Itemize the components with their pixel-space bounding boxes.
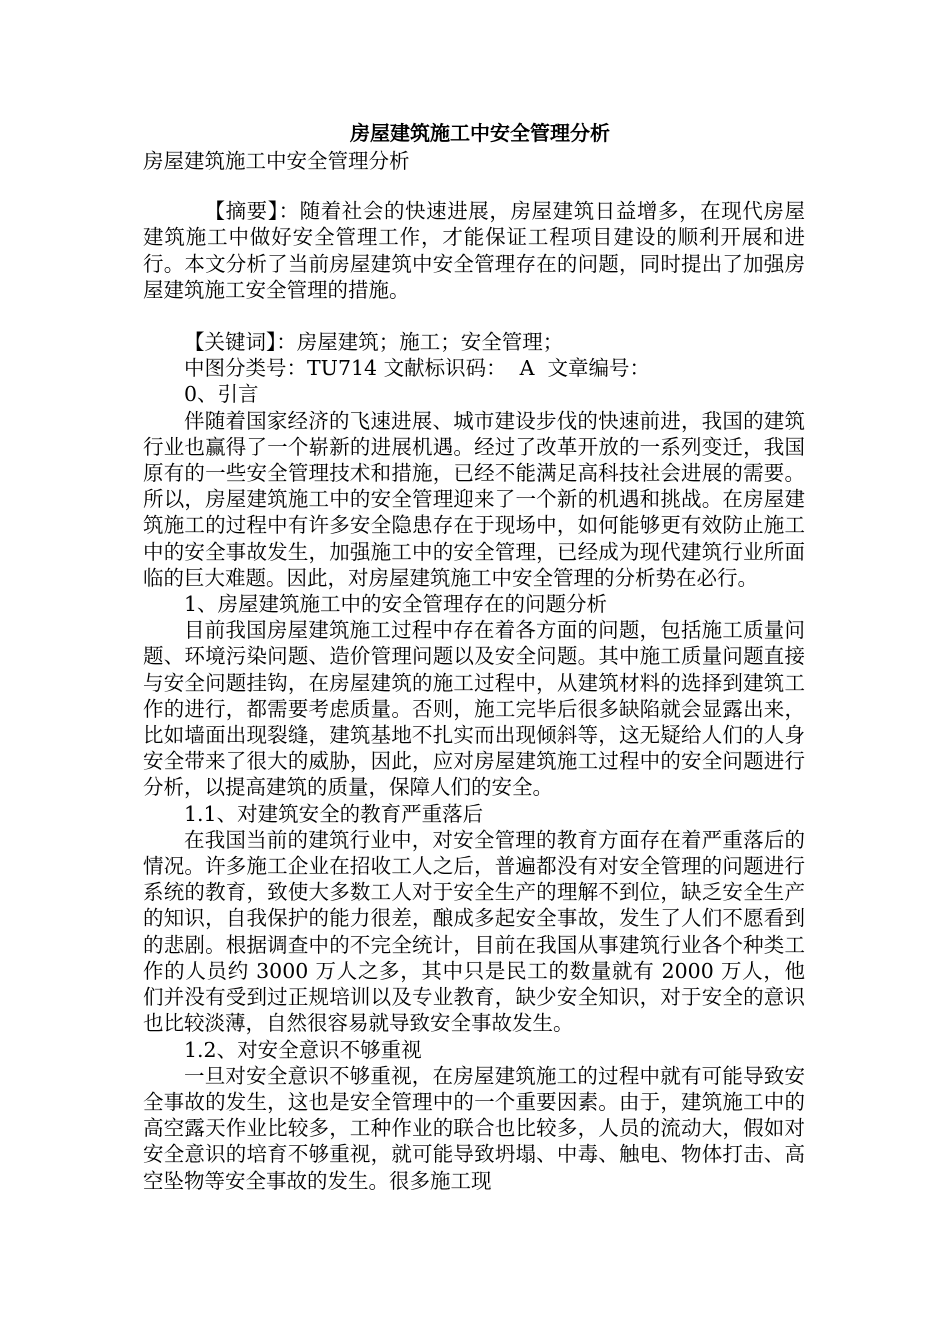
abstract-paragraph: 【摘要】：随着社会的快速进展，房屋建筑日益增多，在现代房屋建筑施工中做好安全管理工作，才能保证工程项目建设的顺利开展和进行。本文分析了当前房屋建筑中安全管理存在的问题，同时提出了加强房屋建筑施工安全管理的措施。 — [143, 199, 805, 302]
document-page — [143, 118, 805, 1194]
document-title: 房屋建筑施工中安全管理分析 — [350, 121, 610, 145]
section-1-2-paragraph: 一旦对安全意识不够重视，在房屋建筑施工的过程中就有可能导致安全事故的发生，这也是安全管理中的一个重要因素。由于，建筑施工中的高空露天作业比较多，工种作业的联合也比较多，人员的流动大，假如对安全意识的培育不够重视，就可能导致坍塌、中毒、触电、物体打击、高空坠物等安全事故的发生。很多施工现 — [143, 1063, 805, 1193]
section-heading-introduction: 0、引言 — [184, 382, 259, 407]
section-1-paragraph: 目前我国房屋建筑施工过程中存在着各方面的问题，包括施工质量问题、环境污染问题、造价管理问题以及安全问题。其中施工质量问题直接与安全问题挂钩，在房屋建筑的施工过程中，从建筑材料的选择到建筑工作的进行，都需要考虑质量。否则，施工完毕后很多缺陷就会显露出来，比如墙面出现裂缝，建筑基地不扎实而出现倾斜等，这无疑给人们的人身安全带来了很大的威胁，因此，应对房屋建筑施工过程中的安全问题进行分析，以提高建筑的质量，保障人们的安全。 — [143, 618, 805, 800]
keywords-line: 【关键词】：房屋建筑；施工；安全管理； — [184, 330, 564, 355]
section-heading-1: 1、房屋建筑施工中的安全管理存在的问题分析 — [184, 592, 608, 617]
document-subtitle: 房屋建筑施工中安全管理分析 — [143, 149, 410, 173]
classification-line: 中图分类号：TU714 文献标识码： A 文章编号： — [184, 356, 650, 381]
section-1-1-paragraph: 在我国当前的建筑行业中，对安全管理的教育方面存在着严重落后的情况。许多施工企业在招收工人之后，普遍都没有对安全管理的问题进行系统的教育，致使大多数工人对于安全生产的理解不到位，缺乏安全生产的知识，自我保护的能力很差，酿成多起安全事故，发生了人们不愿看到的悲剧。根据调查中的不完全统计，目前在我国从事建筑行业各个种类工作的人员约 3000 万人之多，其中只是民工的数量就有 2000 万人，他们并没有受到过正规培训以及专业教育，缺少安全知识，对于安全的意识也比较淡薄，自然很容易就导致安全事故发生。 — [143, 827, 805, 1036]
introduction-paragraph: 伴随着国家经济的飞速进展、城市建设步伐的快速前进，我国的建筑行业也赢得了一个崭新的进展机遇。经过了改革开放的一系列变迁，我国原有的一些安全管理技术和措施，已经不能满足高科技社会进展的需要。所以，房屋建筑施工中的安全管理迎来了一个新的机遇和挑战。在房屋建筑施工的过程中有许多安全隐患存在于现场中，如何能够更有效防止施工中的安全事故发生，加强施工中的安全管理，已经成为现代建筑行业所面临的巨大难题。因此，对房屋建筑施工中安全管理的分析势在必行。 — [143, 408, 805, 590]
section-heading-1-1: 1.1、对建筑安全的教育严重落后 — [184, 801, 484, 826]
section-heading-1-2: 1.2、对安全意识不够重视 — [184, 1037, 422, 1062]
